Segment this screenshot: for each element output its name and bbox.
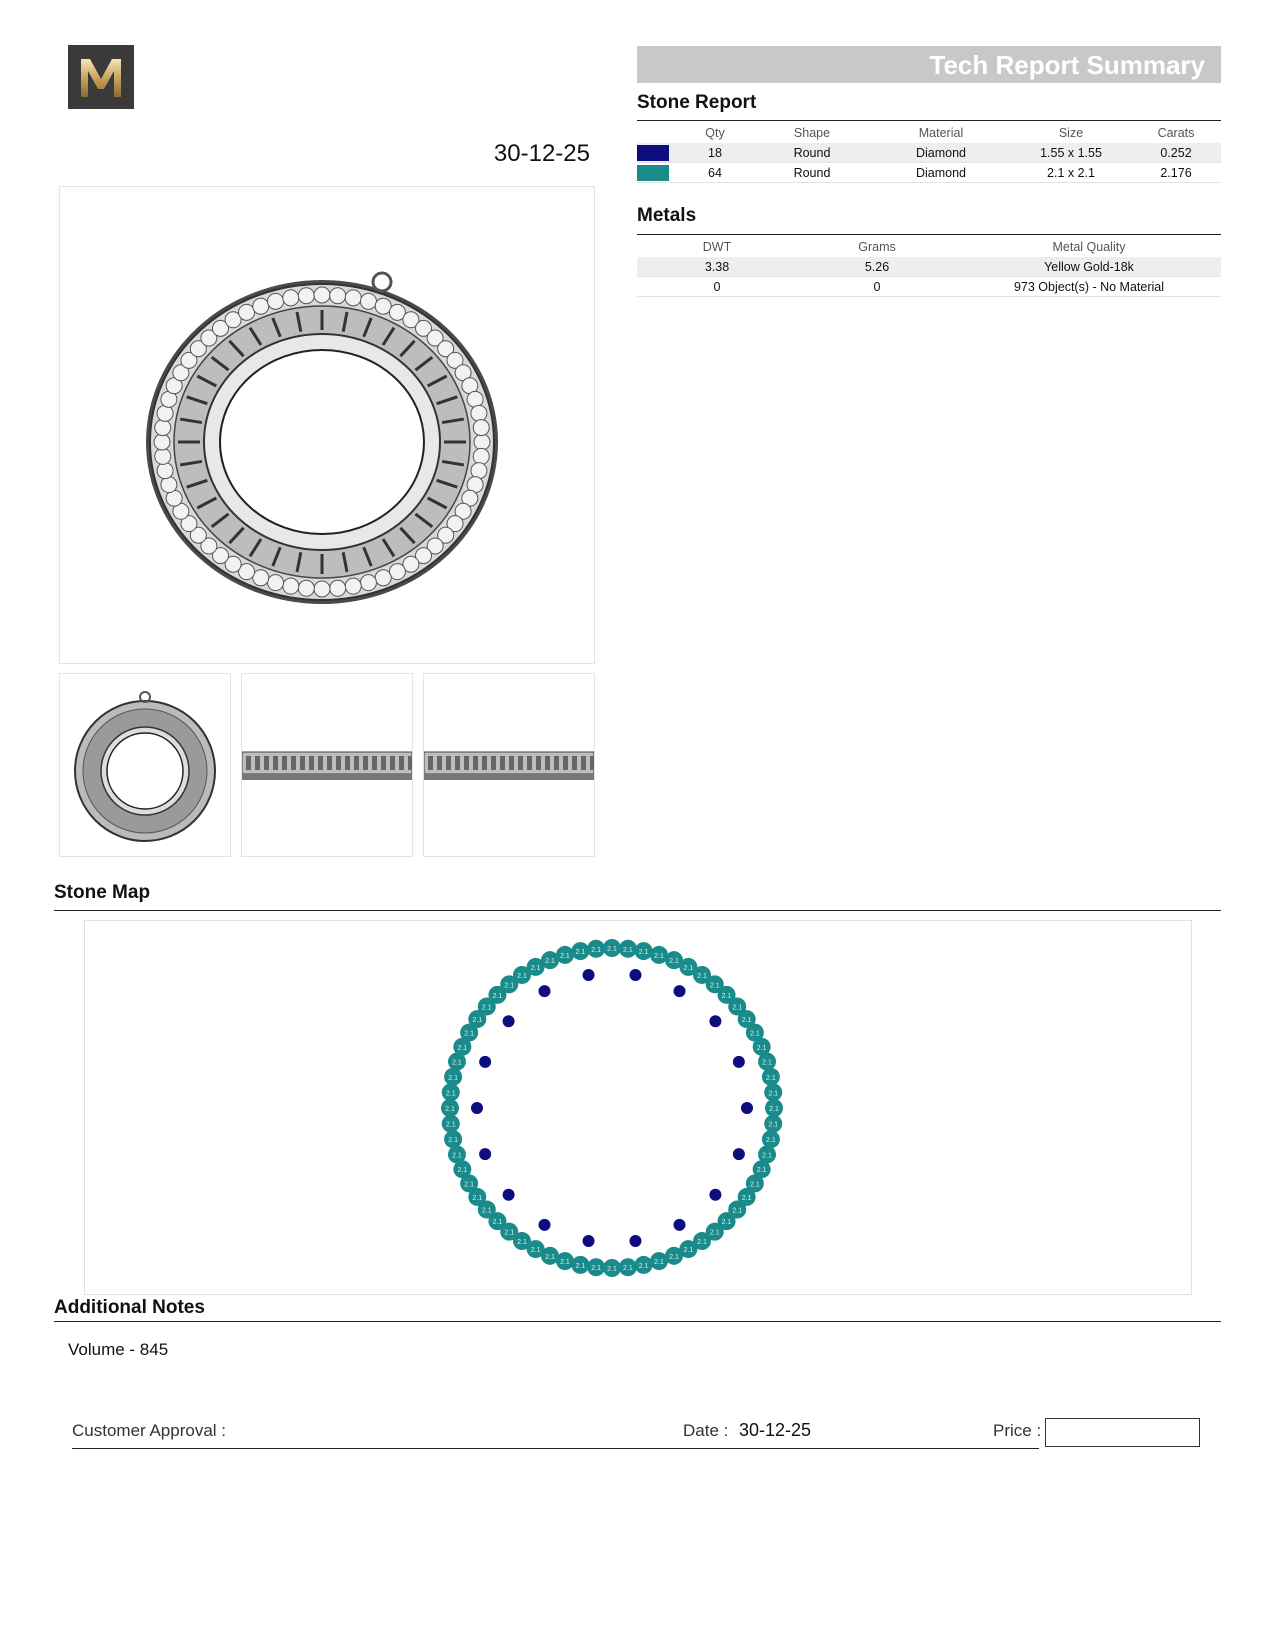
table-row (637, 257, 1221, 277)
column-header-metal-quality: Metal Quality (1052, 239, 1126, 254)
stone-size-label: 2.1 (472, 1017, 483, 1025)
stone-map-inner-stone (479, 1148, 491, 1160)
stone-map-canvas (85, 921, 1191, 1294)
report-date: 30-12-25 (493, 140, 590, 167)
stone-size-label: 2.1 (721, 1219, 732, 1227)
stone-map-inner-stone (741, 1102, 753, 1114)
stone-size-label: 2.1 (768, 1090, 779, 1098)
metal-quality: 973 Object(s) - No Material (957, 277, 1221, 297)
stone-size-label: 2.1 (762, 1152, 772, 1160)
stone-color-swatch (637, 145, 669, 161)
metal-grams: 0 (797, 277, 957, 297)
stone-size-label: 2.1 (575, 949, 586, 957)
stone-size-label: 2.1 (530, 964, 541, 972)
stone-map-inner-stone (583, 1235, 595, 1247)
column-header-shape: Shape (793, 125, 831, 140)
stone-size-label: 2.1 (607, 1266, 617, 1273)
stone-size-label: 2.1 (545, 958, 555, 966)
stone-size-label: 2.1 (654, 952, 664, 960)
stone-size-label: 2.1 (638, 949, 649, 957)
report-header-banner (637, 46, 1221, 83)
table-row (637, 163, 1221, 183)
stone-map-inner-stone (733, 1056, 745, 1068)
price-field[interactable] (1045, 1418, 1200, 1447)
stone-size-label: 2.1 (457, 1044, 468, 1052)
column-header-grams: Grams (858, 239, 896, 254)
column-header-dwt: DWT (702, 239, 732, 254)
stone-size-label: 2.1 (530, 1247, 541, 1255)
stone-material: Diamond (871, 163, 1011, 183)
stone-size-label: 2.1 (607, 946, 617, 953)
stone-map-inner-stone (709, 1189, 721, 1201)
stone-size-label: 2.1 (472, 1194, 483, 1202)
stone-report-header-row (637, 122, 1221, 143)
metals-divider (637, 234, 1221, 235)
stone-map-diagram (84, 920, 1192, 1295)
stone-map-inner-stone (539, 985, 551, 997)
stone-size-label: 2.1 (452, 1059, 462, 1067)
stone-map-inner-stone (629, 969, 641, 981)
stone-report-title: Stone Report (637, 92, 757, 113)
stone-size-label: 2.1 (732, 1004, 743, 1012)
metals-header-row (637, 236, 1221, 257)
stone-size-label: 2.1 (741, 1017, 752, 1025)
stone-map-inner-stone (733, 1148, 745, 1160)
stone-size-label: 2.1 (504, 982, 515, 990)
stone-map-inner-stone (503, 1189, 515, 1201)
stone-map-inner-stone (674, 1219, 686, 1231)
stone-size-label: 2.1 (560, 952, 570, 960)
approval-date-value: 30-12-25 (739, 1420, 812, 1440)
stone-size-label: 2.1 (623, 946, 633, 954)
metals-table (637, 236, 1221, 297)
stone-size-label: 2.1 (721, 992, 732, 1000)
customer-approval-label: Customer Approval : (72, 1421, 227, 1440)
stone-map-title: Stone Map (54, 882, 151, 903)
stone-map-inner-stone (709, 1015, 721, 1027)
stone-size-label: 2.1 (669, 1253, 679, 1261)
stone-size-label: 2.1 (481, 1207, 492, 1215)
stone-shape: Round (753, 143, 871, 163)
stone-map-inner-stone (471, 1102, 483, 1114)
stone-size-label: 2.1 (448, 1137, 458, 1145)
stone-size-label: 2.1 (669, 958, 679, 966)
stone-size-label: 2.1 (750, 1030, 760, 1038)
column-header-carats: Carats (1157, 125, 1195, 140)
stone-size-label: 2.1 (756, 1167, 767, 1175)
metal-grams: 5.26 (797, 257, 957, 277)
stone-size-label: 2.1 (545, 1253, 555, 1261)
table-row (637, 143, 1221, 163)
stone-report-divider (637, 120, 1221, 121)
stone-size-label: 2.1 (517, 972, 527, 980)
stone-size-label: 2.1 (750, 1181, 760, 1189)
stone-size-label: 2.1 (732, 1207, 743, 1215)
stone-carats: 0.252 (1131, 143, 1221, 163)
stone-size-label: 2.1 (591, 946, 601, 954)
stone-map-inner-stone (629, 1235, 641, 1247)
additional-notes-divider (54, 1321, 1221, 1322)
report-title: Tech Report Summary (929, 50, 1205, 80)
stone-size-label: 2.1 (591, 1265, 601, 1273)
price-label: Price : (993, 1421, 1042, 1440)
stone-size-label: 2.1 (504, 1229, 515, 1237)
stone-carats: 2.176 (1131, 163, 1221, 183)
column-header-material: Material (918, 125, 964, 140)
pendant-thumbnail-side[interactable] (241, 673, 413, 857)
stone-size-label: 2.1 (560, 1259, 570, 1267)
stone-size-label: 2.1 (768, 1121, 779, 1129)
stone-map-inner-stone (503, 1015, 515, 1027)
stone-shape: Round (753, 163, 871, 183)
metal-dwt: 0 (637, 277, 797, 297)
metal-dwt: 3.38 (637, 257, 797, 277)
stone-report-table (637, 122, 1221, 183)
stone-map-inner-stone (674, 985, 686, 997)
stone-size-label: 2.1 (683, 964, 694, 972)
metals-title: Metals (637, 205, 697, 226)
stone-size-label: 2.1 (762, 1059, 772, 1067)
additional-notes-title: Additional Notes (54, 1297, 205, 1318)
stone-size-label: 2.1 (697, 972, 707, 980)
stone-size-label: 2.1 (769, 1106, 779, 1113)
pendant-thumbnail-edge[interactable] (423, 673, 595, 857)
stone-size-label: 2.1 (575, 1262, 586, 1270)
stone-size-label: 2.1 (697, 1239, 707, 1247)
stone-map-inner-stone (583, 969, 595, 981)
stone-size-label: 2.1 (709, 982, 720, 990)
stone-size-label: 2.1 (741, 1194, 752, 1202)
stone-size-label: 2.1 (492, 992, 503, 1000)
column-header-swatch (637, 122, 677, 143)
stone-size-label: 2.1 (457, 1167, 468, 1175)
stone-size-label: 2.1 (464, 1181, 474, 1189)
stone-size-label: 2.1 (492, 1219, 503, 1227)
stone-qty: 64 (677, 163, 753, 183)
stone-size-label: 2.1 (481, 1004, 492, 1012)
stone-size-label: 2.1 (445, 1106, 455, 1113)
approval-signature-line (72, 1448, 1039, 1449)
date-label: Date : (683, 1421, 729, 1440)
stone-size-label: 2.1 (683, 1247, 694, 1255)
stone-size-label: 2.1 (709, 1229, 720, 1237)
stone-size: 1.55 x 1.55 (1011, 143, 1131, 163)
pendant-render-main (59, 186, 595, 664)
stone-size-label: 2.1 (445, 1121, 456, 1129)
stone-size-label: 2.1 (464, 1030, 474, 1038)
column-header-qty: Qty (705, 125, 725, 140)
pendant-thumbnail-front[interactable] (59, 673, 231, 857)
stone-map-inner-stone (539, 1219, 551, 1231)
stone-size-label: 2.1 (448, 1074, 458, 1082)
stone-size-label: 2.1 (766, 1074, 776, 1082)
stone-size-label: 2.1 (517, 1239, 527, 1247)
table-row (637, 277, 1221, 297)
stone-map-divider (54, 910, 1221, 911)
company-logo (68, 45, 134, 109)
stone-size-label: 2.1 (756, 1044, 767, 1052)
stone-qty: 18 (677, 143, 753, 163)
stone-size-label: 2.1 (766, 1137, 776, 1145)
column-header-size: Size (1058, 125, 1084, 140)
stone-size-label: 2.1 (638, 1262, 649, 1270)
stone-size-label: 2.1 (654, 1259, 664, 1267)
stone-size-label: 2.1 (452, 1152, 462, 1160)
stone-size-label: 2.1 (623, 1265, 633, 1273)
metal-quality: Yellow Gold-18k (957, 257, 1221, 277)
stone-material: Diamond (871, 143, 1011, 163)
stone-size-label: 2.1 (445, 1090, 456, 1098)
stone-map-inner-stone (479, 1056, 491, 1068)
stone-color-swatch (637, 165, 669, 181)
notes-text: Volume - 845 (68, 1340, 169, 1359)
stone-size: 2.1 x 2.1 (1011, 163, 1131, 183)
